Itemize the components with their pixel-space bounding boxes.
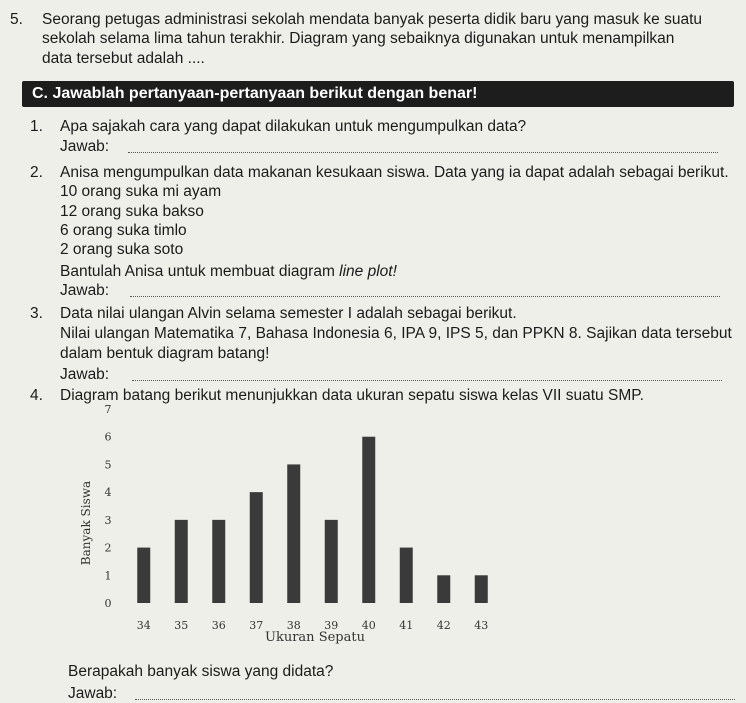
y-tick-label: 5: [104, 458, 112, 472]
x-tick-label: 43: [474, 619, 489, 632]
y-tick-label: 6: [104, 430, 112, 444]
q5-number: 5.: [10, 11, 23, 28]
q5-line-1: Seorang petugas administrasi sekolah mendata banyak peserta didik baru yang masuk ke suatu: [42, 11, 703, 28]
q3-answer-line[interactable]: [132, 380, 722, 381]
y-tick-label: 7: [104, 403, 112, 416]
q1-number: 1.: [30, 118, 43, 135]
bar-40: [362, 437, 375, 603]
q2-item-1: 10 orang suka mi ayam: [60, 183, 222, 200]
q3-text: Data nilai ulangan Alvin selama semester I adalah sebagai berikut.: [60, 305, 517, 322]
x-tick-label: 42: [436, 619, 451, 632]
q1-answer-label: Jawab:: [60, 138, 110, 155]
y-axis-title: Banyak Siswa: [79, 480, 93, 566]
q1-answer-line[interactable]: [128, 152, 718, 153]
x-tick-label: 41: [399, 619, 414, 632]
bar-37: [250, 492, 263, 603]
bar-36: [212, 520, 225, 603]
q3-line-2: Nilai ulangan Matematika 7, Bahasa Indonesia 6, IPA 9, IPS 5, dan PPKN 8. Sajikan data tersebut: [60, 325, 732, 342]
q2-answer-label: Jawab:: [60, 282, 110, 299]
bar-35: [175, 520, 188, 603]
section-c-heading: C. Jawablah pertanyaan-pertanyaan berikut dengan benar!: [22, 81, 734, 107]
q2-instruction-italic: line plot!: [339, 263, 397, 280]
q4-number: 4.: [30, 387, 43, 404]
y-tick-label: 4: [104, 486, 112, 500]
q4-answer-label: Jawab:: [68, 685, 118, 702]
q5-line-2: sekolah selama lima tahun terakhir. Diagram yang sebaiknya digunakan untuk menampilkan: [42, 30, 675, 47]
x-tick-label: 38: [286, 619, 301, 632]
q2-text: Anisa mengumpulkan data makanan kesukaan siswa. Data yang ia dapat adalah sebagai berikut.: [60, 164, 729, 181]
bar-43: [475, 575, 488, 603]
q3-number: 3.: [30, 305, 43, 322]
q2-item-2: 12 orang suka bakso: [60, 203, 204, 220]
x-tick-label: 37: [249, 619, 264, 632]
q3-answer-label: Jawab:: [60, 366, 110, 383]
y-tick-label: 2: [104, 541, 112, 555]
x-tick-label: 34: [136, 619, 151, 632]
bar-41: [400, 548, 413, 603]
q2-answer-line[interactable]: [130, 296, 720, 297]
q5-line-3: data tersebut adalah ....: [42, 50, 205, 67]
y-tick-label: 3: [104, 513, 112, 527]
q2-instruction-prefix: Bantulah Anisa untuk membuat diagram: [60, 263, 340, 280]
y-tick-label: 1: [104, 569, 112, 583]
bar-34: [137, 548, 150, 603]
q2-number: 2.: [30, 164, 43, 181]
q4-answer-line[interactable]: [135, 699, 735, 700]
q1-text: Apa sajakah cara yang dapat dilakukan untuk mengumpulkan data?: [60, 118, 527, 135]
q2-item-4: 2 orang suka soto: [60, 241, 184, 258]
q4-question: Berapakah banyak siswa yang didata?: [68, 663, 334, 680]
shoe-size-bar-chart: [70, 395, 520, 655]
q4-text: Diagram batang berikut menunjukkan data ukuran sepatu siswa kelas VII suatu SMP.: [60, 387, 644, 404]
q2-item-3: 6 orang suka timlo: [60, 222, 187, 239]
x-tick-label: 39: [324, 619, 339, 632]
x-tick-label: 36: [211, 619, 226, 632]
x-tick-label: 40: [361, 619, 376, 632]
x-tick-label: 35: [174, 619, 189, 632]
bars-layer: [137, 437, 488, 603]
bar-38: [287, 464, 300, 603]
bar-39: [325, 520, 338, 603]
y-tick-label: 0: [104, 597, 112, 610]
q2-instruction: [60, 263, 397, 281]
bar-42: [437, 575, 450, 603]
q3-line-3: dalam bentuk diagram batang!: [60, 345, 270, 362]
x-axis-title: Ukuran Sepatu: [265, 630, 365, 645]
